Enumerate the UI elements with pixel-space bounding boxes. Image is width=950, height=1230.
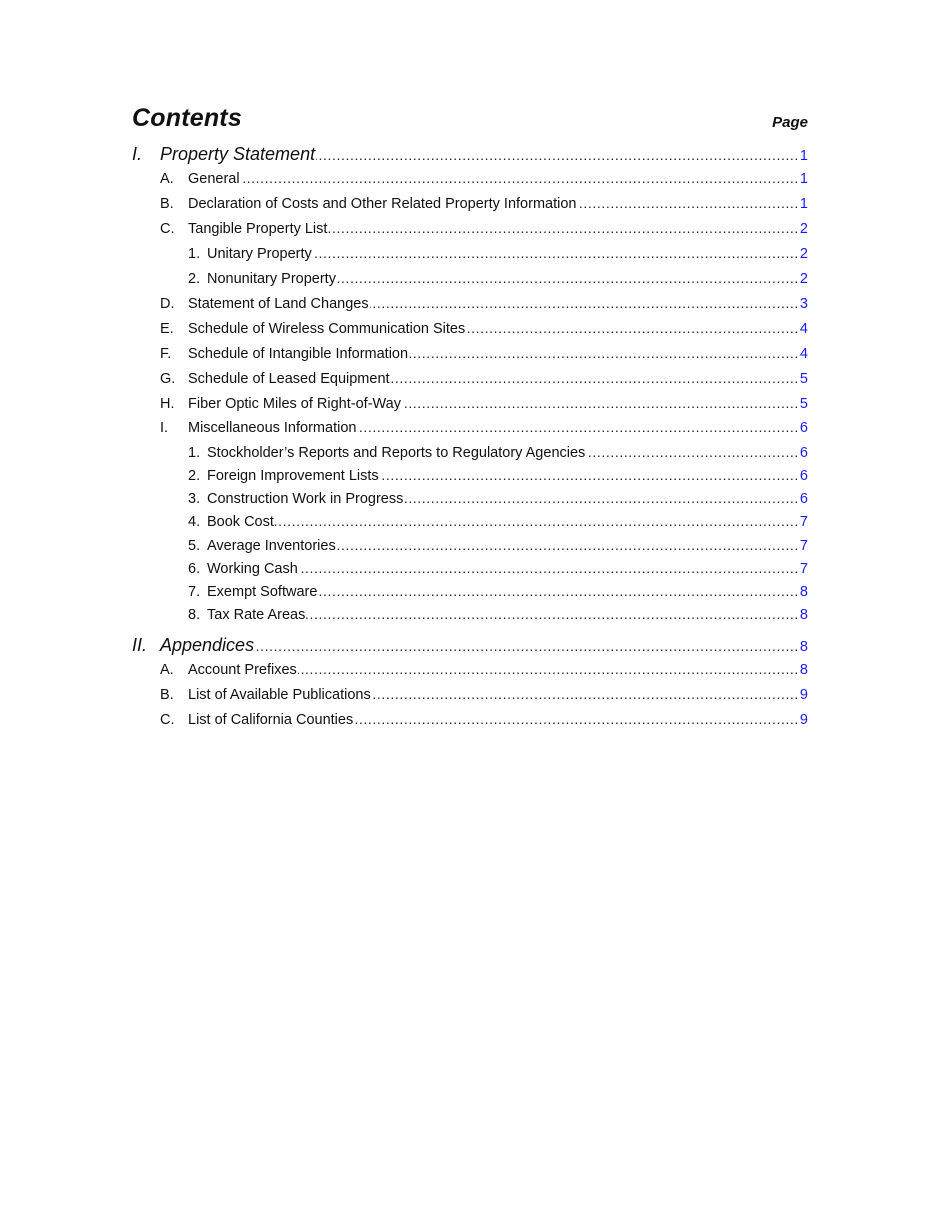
toc-page-number[interactable]: 6 [799, 468, 808, 484]
dot-leader [577, 194, 798, 208]
toc-section-property-statement[interactable] [132, 144, 808, 166]
toc-page-number[interactable]: 9 [799, 712, 808, 728]
toc-link-label[interactable]: Property Statement [160, 144, 316, 164]
toc-number: C. [160, 712, 175, 728]
toc-number: 2. [188, 271, 201, 287]
toc-number: 1. [188, 246, 201, 262]
toc-link-label[interactable]: Unitary Property [207, 246, 312, 262]
toc-number: 2. [188, 468, 201, 484]
toc-link-label[interactable]: List of California Counties [188, 712, 354, 728]
toc-item-statement-of-land-changes[interactable] [160, 294, 808, 316]
toc-page-number[interactable]: 5 [799, 371, 808, 387]
toc-item-miscellaneous-information[interactable] [160, 418, 808, 440]
dot-leader [306, 605, 799, 619]
toc-page-number[interactable]: 8 [799, 662, 808, 678]
toc-page-number[interactable]: 6 [799, 491, 808, 507]
toc-link-label[interactable]: Average Inventories [207, 538, 336, 554]
toc-number: 7. [188, 584, 201, 600]
toc-link-label[interactable]: List of Available Publications [188, 687, 371, 703]
toc-subitem-construction-work[interactable] [188, 489, 808, 511]
dot-leader [275, 512, 799, 526]
toc-item-intangible-information[interactable] [160, 344, 808, 366]
dot-leader [299, 559, 799, 573]
toc-page-number[interactable]: 1 [799, 148, 808, 164]
toc-link-label[interactable]: Foreign Improvement Lists [207, 468, 379, 484]
toc-page-number[interactable]: 9 [799, 687, 808, 703]
toc-page-number[interactable]: 8 [799, 639, 808, 655]
toc-item-fiber-optic-miles[interactable] [160, 394, 808, 416]
toc-number: C. [160, 221, 175, 237]
toc-link-label[interactable]: Exempt Software [207, 584, 318, 600]
toc-page-number[interactable]: 6 [799, 445, 808, 461]
toc-link-label[interactable]: General [188, 171, 240, 187]
dot-leader [586, 443, 799, 457]
dot-leader [255, 636, 799, 651]
toc-page-number[interactable]: 6 [799, 420, 808, 436]
toc-link-label[interactable]: Stockholder’s Reports and Reports to Regulatory Agencies [207, 445, 586, 461]
page-column-label: Page [772, 114, 808, 131]
dot-leader [391, 369, 799, 383]
toc-link-label[interactable]: Fiber Optic Miles of Right-of-Way [188, 396, 401, 412]
toc-item-declaration-of-costs[interactable] [160, 194, 808, 216]
toc-page-number[interactable]: 1 [799, 171, 808, 187]
toc-link-label[interactable]: Working Cash [207, 561, 298, 577]
dot-leader [241, 169, 799, 183]
dot-leader [328, 219, 798, 233]
toc-link-label[interactable]: Declaration of Costs and Other Related Property Information [188, 196, 577, 212]
dot-leader [318, 582, 799, 596]
toc-number: 1. [188, 445, 201, 461]
dot-leader [466, 319, 799, 333]
dot-leader [402, 394, 799, 408]
toc-page-number[interactable]: 8 [799, 584, 808, 600]
toc-subitem-exempt-software[interactable] [188, 582, 808, 604]
toc-link-label[interactable]: Account Prefixes [188, 662, 297, 678]
toc-page-number[interactable]: 2 [799, 221, 808, 237]
toc-page-number[interactable]: 2 [799, 271, 808, 287]
dot-leader [337, 269, 799, 283]
page-title: Contents [132, 104, 242, 132]
toc-number: I. [160, 420, 169, 436]
toc-item-wireless-communication-sites[interactable] [160, 319, 808, 341]
toc-page-number[interactable]: 8 [799, 607, 808, 623]
toc-item-general[interactable] [160, 169, 808, 191]
toc-page-number[interactable]: 7 [799, 561, 808, 577]
dot-leader [298, 660, 799, 674]
toc-subitem-tax-rate-areas[interactable] [188, 605, 808, 627]
toc-page-number[interactable]: 7 [799, 514, 808, 530]
dot-leader [404, 489, 799, 503]
toc-item-california-counties[interactable] [160, 710, 808, 732]
dot-leader [380, 466, 799, 480]
toc-link-label[interactable]: Schedule of Intangible Information [188, 346, 409, 362]
toc-subitem-stockholders-reports[interactable] [188, 443, 808, 465]
toc-item-tangible-property-list[interactable] [160, 219, 808, 241]
toc-link-label[interactable]: Nonunitary Property [207, 271, 336, 287]
toc-number: II. [132, 635, 148, 655]
toc-number: 4. [188, 514, 201, 530]
toc-number: I. [132, 144, 143, 164]
toc-page-number[interactable]: 7 [799, 538, 808, 554]
toc-link-label[interactable]: Construction Work in Progress [207, 491, 404, 507]
toc-number: D. [160, 296, 175, 312]
toc-page-number[interactable]: 4 [799, 346, 808, 362]
toc-page-number[interactable]: 2 [799, 246, 808, 262]
dot-leader [316, 145, 799, 160]
toc-subitem-foreign-improvement-lists[interactable] [188, 466, 808, 488]
toc-item-account-prefixes[interactable] [160, 660, 808, 682]
toc-link-label[interactable]: Miscellaneous Information [188, 420, 357, 436]
toc-number: B. [160, 196, 174, 212]
toc-number: A. [160, 662, 174, 678]
toc-number: B. [160, 687, 174, 703]
toc-link-label[interactable]: Appendices [160, 635, 255, 655]
toc-link-label[interactable]: Tax Rate Areas [207, 607, 306, 623]
toc-page-number[interactable]: 4 [799, 321, 808, 337]
toc-page-number[interactable]: 1 [799, 196, 808, 212]
toc-link-label[interactable]: Statement of Land Changes [188, 296, 369, 312]
toc-link-label[interactable]: Tangible Property List [188, 221, 328, 237]
dot-leader [337, 536, 799, 550]
dot-leader [354, 710, 799, 724]
toc-link-label[interactable]: Book Cost [207, 514, 274, 530]
toc-number: H. [160, 396, 175, 412]
dot-leader [370, 294, 799, 308]
toc-number: 3. [188, 491, 201, 507]
toc-link-label[interactable]: Schedule of Wireless Communication Sites [188, 321, 466, 337]
toc-item-available-publications[interactable] [160, 685, 808, 707]
toc-subitem-average-inventories[interactable] [188, 536, 808, 558]
toc-page-number[interactable]: 5 [799, 396, 808, 412]
toc-number: 6. [188, 561, 201, 577]
dot-leader [357, 418, 798, 432]
toc-number: F. [160, 346, 172, 362]
toc-subitem-nonunitary-property[interactable] [188, 269, 808, 291]
toc-number: 5. [188, 538, 201, 554]
dot-leader [372, 685, 799, 699]
dot-leader [409, 344, 799, 358]
toc-number: A. [160, 171, 174, 187]
toc-subitem-unitary-property[interactable] [188, 244, 808, 266]
toc-item-leased-equipment[interactable] [160, 369, 808, 391]
toc-section-appendices[interactable] [132, 635, 808, 657]
dot-leader [313, 244, 799, 258]
toc-number: G. [160, 371, 176, 387]
toc-subitem-working-cash[interactable] [188, 559, 808, 581]
toc-number: E. [160, 321, 174, 337]
toc-number: 8. [188, 607, 201, 623]
toc-subitem-book-cost[interactable] [188, 512, 808, 534]
toc-page-number[interactable]: 3 [799, 296, 808, 312]
toc-link-label[interactable]: Schedule of Leased Equipment [188, 371, 390, 387]
